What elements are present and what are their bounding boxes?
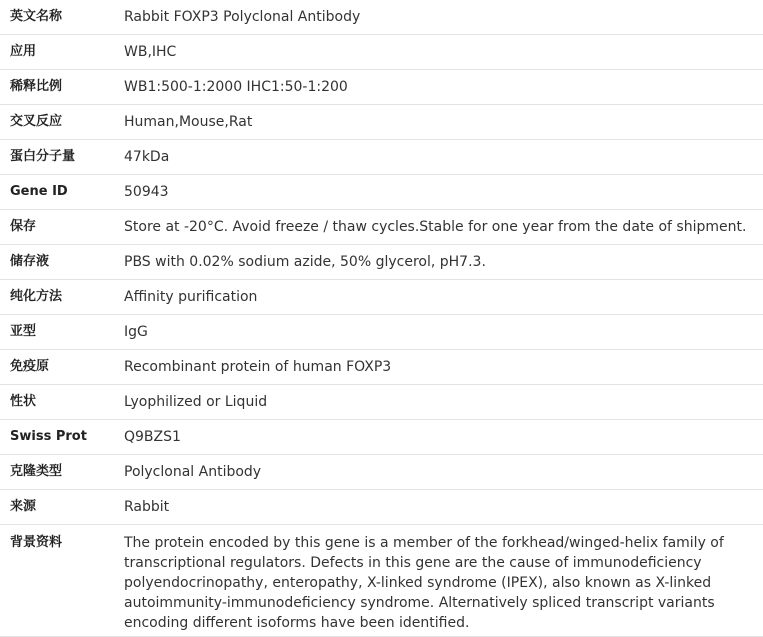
spec-row-swiss-prot: [0, 420, 763, 455]
spec-label: 稀释比例: [0, 70, 124, 105]
spec-label: 应用: [0, 35, 124, 70]
spec-label: 储存液: [0, 245, 124, 280]
spec-value: Polyclonal Antibody: [124, 455, 763, 490]
spec-value: 47kDa: [124, 140, 763, 175]
spec-row-host: [0, 490, 763, 525]
spec-value: Store at -20°C. Avoid freeze / thaw cycles.Stable for one year from the date of shipment.: [124, 210, 763, 245]
spec-label: 免疫原: [0, 350, 124, 385]
spec-label: 保存: [0, 210, 124, 245]
spec-row-application: [0, 35, 763, 70]
spec-label: Gene ID: [0, 175, 124, 210]
spec-row-buffer: [0, 245, 763, 280]
spec-label: 克隆类型: [0, 455, 124, 490]
spec-value: PBS with 0.02% sodium azide, 50% glycerol, pH7.3.: [124, 245, 763, 280]
spec-value: WB,IHC: [124, 35, 763, 70]
spec-label: Swiss Prot: [0, 420, 124, 455]
spec-row-isotype: [0, 315, 763, 350]
spec-label: 蛋白分子量: [0, 140, 124, 175]
spec-value: IgG: [124, 315, 763, 350]
spec-value: WB1:500-1:2000 IHC1:50-1:200: [124, 70, 763, 105]
spec-value: The protein encoded by this gene is a member of the forkhead/winged-helix family of transcriptional regulators. Defects in this gene are the cause of immunodeficiency polyendocrinopathy, enteropathy, X-linked syndrome (IPEX), also known as X-linked autoimmunity-immunodeficiency syndrome. Alternatively spliced transcript variants encoding different isoforms have been identified.: [124, 525, 763, 637]
spec-value: Rabbit FOXP3 Polyclonal Antibody: [124, 0, 763, 35]
spec-value: Lyophilized or Liquid: [124, 385, 763, 420]
spec-label: 性状: [0, 385, 124, 420]
spec-row-immunogen: [0, 350, 763, 385]
spec-label: 亚型: [0, 315, 124, 350]
spec-label: 背景资料: [0, 525, 124, 637]
spec-label: 交叉反应: [0, 105, 124, 140]
spec-row-background: [0, 525, 763, 637]
spec-row-english-name: [0, 0, 763, 35]
spec-row-storage: [0, 210, 763, 245]
spec-label: 纯化方法: [0, 280, 124, 315]
spec-value: Human,Mouse,Rat: [124, 105, 763, 140]
spec-row-reactivity: [0, 105, 763, 140]
spec-value: Q9BZS1: [124, 420, 763, 455]
spec-label: 来源: [0, 490, 124, 525]
spec-row-molecular-weight: [0, 140, 763, 175]
spec-row-gene-id: [0, 175, 763, 210]
spec-row-clonality: [0, 455, 763, 490]
spec-label: 英文名称: [0, 0, 124, 35]
spec-value: Rabbit: [124, 490, 763, 525]
spec-value: 50943: [124, 175, 763, 210]
spec-row-dilution: [0, 70, 763, 105]
spec-value: Recombinant protein of human FOXP3: [124, 350, 763, 385]
spec-row-form: [0, 385, 763, 420]
spec-row-purification: [0, 280, 763, 315]
spec-value: Affinity purification: [124, 280, 763, 315]
